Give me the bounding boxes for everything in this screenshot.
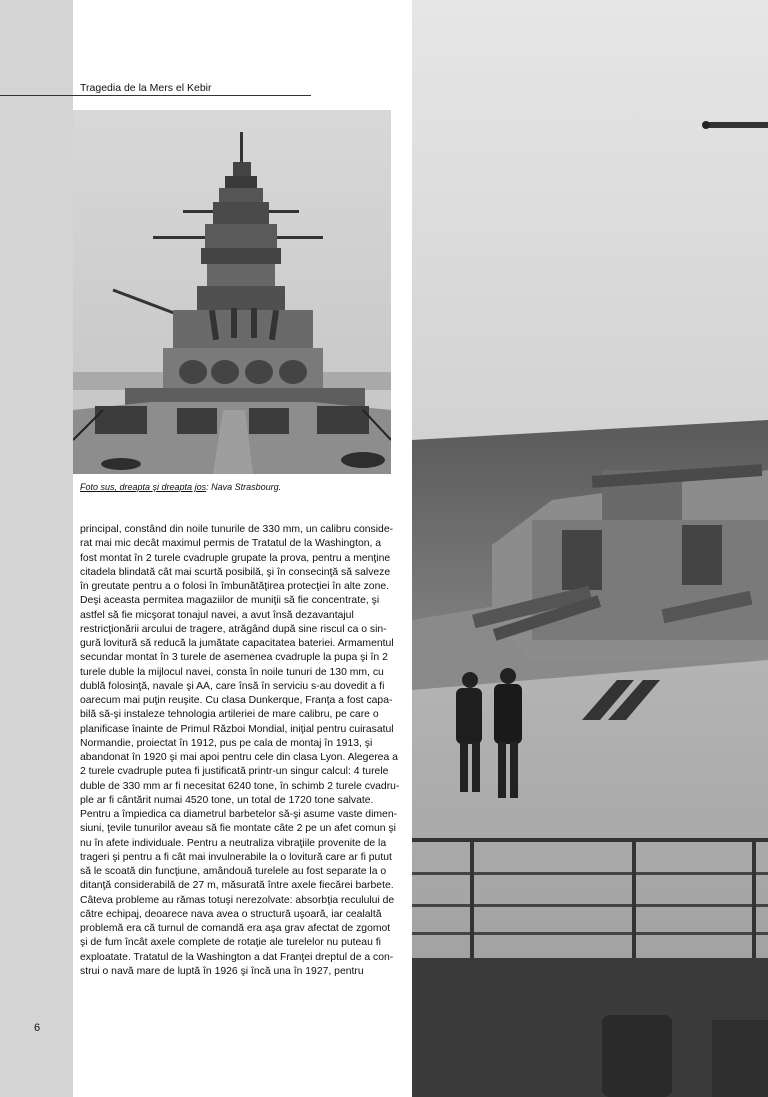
body-line: planificase înainte de Primul Război Mondial, iniţial pentru cuirasatul xyxy=(80,723,394,735)
page-number: 6 xyxy=(34,1022,41,1034)
body-line: abandonat în 1920 şi mai apoi pentru cele din clasa Lyon. Alegerea a xyxy=(80,752,398,763)
body-line: în greutate pentru a o folosi în îmbunătăţirea protecţiei în alte zone. xyxy=(80,581,390,592)
body-line: 2 turele cvadruple putea fi justificată printr-un singur calcul: 4 turele xyxy=(80,766,389,778)
body-line: exploatate. Tratatul de la Washington a dat Franţei dreptul de a con- xyxy=(80,951,394,963)
body-line: astfel să fie micşorat tonajul navei, a avut însă dezavantajul xyxy=(80,609,354,621)
caption-text: : Nava Strasbourg. xyxy=(206,482,282,492)
battleship-turret-illustration xyxy=(412,0,768,1097)
body-line: problemă era că turnul de comandă era aşa grav afectat de zgomot xyxy=(80,923,391,934)
caption-credit: Foto sus, dreapta şi dreapta jos xyxy=(80,482,207,492)
margin-strip xyxy=(0,0,73,1097)
body-line: restricţionării arcului de tragere, atrăgând după sine riscul ca o sin- xyxy=(80,623,387,635)
body-line: să le scoată din funcţiune, amândouă turelele au fost separate la o xyxy=(80,866,387,877)
body-line: dublă folosinţă, navale şi AA, care însă în serviciu s-au dovedit a fi xyxy=(80,680,385,692)
body-line: Deşi aceasta permitea magaziilor de muniţii să fie concentrate, şi xyxy=(80,595,380,607)
article-body xyxy=(80,523,400,979)
body-line: turele duble la mijlocul navei, consta în noile tunuri de 130 mm, cu xyxy=(80,666,384,678)
body-line: ple ar fi cântărit numai 4520 tone, un total de 1720 tone salvate. xyxy=(80,794,374,806)
body-line: ditanţă considerabilă de 27 m, măsurată între axele fiecărei barbete. xyxy=(80,880,394,892)
photo-strasbourg-bow xyxy=(73,110,391,474)
body-line: trageri şi pentru a fi cât mai invulnerabile la o lovitură care ar fi putut xyxy=(80,851,392,863)
body-line: citadela blindată cât mai scurtă posibilă, şi în consecinţă să salveze xyxy=(80,566,391,578)
body-line: nu în afete individuale. Pentru a neutraliza vibraţiile provenite de la xyxy=(80,837,387,849)
body-line: fost montat în 2 turele cvadruple grupate la prova, pentru a menţine xyxy=(80,552,391,564)
body-line: oarecum mai puţin reuşite. Cu clasa Dunkerque, Franţa a fost capa- xyxy=(80,695,393,706)
photo-strasbourg-turret xyxy=(412,0,768,1097)
battleship-bow-illustration xyxy=(73,110,391,474)
body-line: Câteva probleme au rămas totuşi nerezolvate: absorbţia reculului de xyxy=(80,894,395,906)
body-line: duble de 330 mm ar fi necesitat 6240 tone, în schimb 2 turele cvadru- xyxy=(80,780,400,792)
header-divider xyxy=(0,95,311,96)
running-header: Tragedia de la Mers el Kebir xyxy=(80,82,212,94)
body-line: bilă să-şi instaleze tehnologia artileriei de mare calibru, pe care o xyxy=(80,709,379,721)
body-line: şi de fum încât axele complete de rotaţie ale turelelor nu puteau fi xyxy=(80,937,381,949)
body-line: secundar montat în 3 turele de asemenea cvadruple la pupa şi în 2 xyxy=(80,652,388,664)
body-line: principal, constând din noile tunurile de 330 mm, un calibru conside- xyxy=(80,524,394,535)
body-line: către echipaj, deoarece nava avea o structură uşoară, iar cealaltă xyxy=(80,908,382,920)
body-line: rat mai mic decât maximul permis de Tratatul de la Washington, a xyxy=(80,538,382,550)
body-line: Pentru a împiedica ca diametrul barbetelor să-şi asume vaste dimen- xyxy=(80,809,398,820)
body-line: strui o navă mare de luptă în 1926 şi încă una în 1927, pentru xyxy=(80,965,364,977)
body-line: Normandie, proiectat în 1912, pus pe cala de montaj în 1913, şi xyxy=(80,737,373,749)
body-line: gură lovitură să reducă la jumătate capacitatea bateriei. Armamentul xyxy=(80,638,394,649)
body-line: siuni, ţevile tunurilor aveau să fie montate câte 2 pe un afet comun şi xyxy=(80,823,396,835)
photo-caption xyxy=(80,482,281,492)
